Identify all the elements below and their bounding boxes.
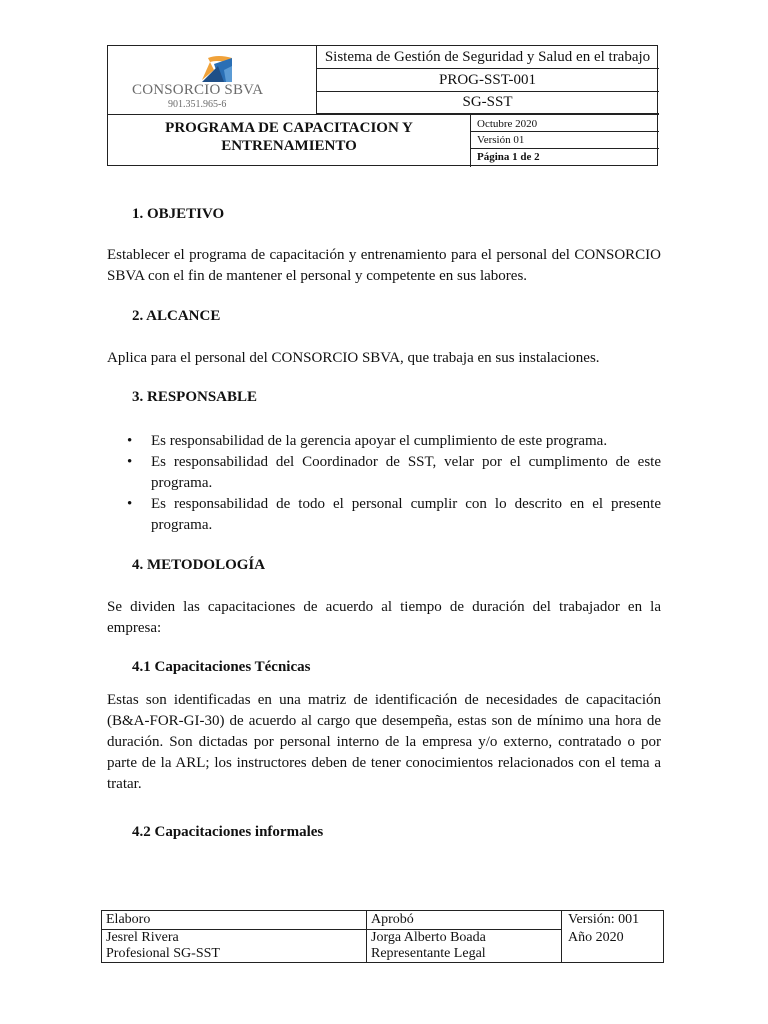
- version-cell: Versión 01: [471, 132, 659, 149]
- bullet-icon: •: [127, 496, 133, 512]
- logo-mark-icon: [132, 52, 292, 84]
- date-cell: Octubre 2020: [471, 114, 659, 132]
- list-item: [127, 431, 661, 452]
- logo-phone: 901.351.965-6: [168, 99, 227, 110]
- subsection-title-tecnicas: 4.1 Capacitaciones Técnicas: [132, 659, 311, 675]
- elaboro-cell: [102, 911, 367, 962]
- logo-cell: [108, 46, 317, 114]
- list-item-text: Es responsabilidad de la gerencia apoyar el cumplimiento de este programa.: [151, 433, 608, 449]
- bullet-icon: •: [127, 433, 133, 449]
- section-title-responsable: 3. RESPONSABLE: [132, 389, 258, 405]
- page-number-cell: Página 1 de 2: [477, 151, 540, 163]
- bullet-icon: •: [127, 454, 133, 470]
- section-title-metodologia: 4. METODOLOGÍA: [132, 557, 266, 573]
- document-header-table: [107, 45, 658, 166]
- responsable-list: [127, 431, 661, 536]
- section-text-objetivo: Establecer el programa de capacitación y entrenamiento para el personal del CONSORCIO SBVA con el fin de mantener el personal y competente en sus labores.: [107, 247, 661, 284]
- company-logo: [132, 52, 292, 110]
- logo-company-name: CONSORCIO SBVA: [132, 82, 264, 98]
- document-title-cell: [108, 114, 471, 167]
- approval-footer-table: [101, 910, 664, 963]
- version-footer-cell: [562, 911, 663, 962]
- elaboro-role: Profesional SG-SST: [106, 946, 220, 961]
- footer-year: Año 2020: [568, 930, 624, 945]
- aprobo-cell: [367, 911, 562, 962]
- document-title-line1: PROGRAMA DE CAPACITACION Y: [165, 120, 413, 136]
- aprobo-label: Aprobó: [371, 912, 414, 927]
- aprobo-name: Jorga Alberto Boada: [371, 930, 486, 945]
- section-text-alcance: Aplica para el personal del CONSORCIO SBVA, que trabaja en sus instalaciones.: [107, 350, 600, 366]
- system-short-cell: SG-SST: [316, 92, 659, 114]
- list-item: [127, 452, 661, 494]
- doc-code-cell: PROG-SST-001: [316, 69, 659, 92]
- list-item-text: Es responsabilidad del Coordinador de SST, velar por el cumplimento de este programa.: [151, 454, 661, 491]
- section-title-objetivo: 1. OBJETIVO: [132, 206, 225, 222]
- section-title-alcance: 2. ALCANCE: [132, 308, 221, 324]
- list-item: [127, 494, 661, 536]
- system-name-cell: Sistema de Gestión de Seguridad y Salud en el trabajo: [316, 46, 659, 69]
- elaboro-label: Elaboro: [106, 912, 151, 927]
- list-item-text: Es responsabilidad de todo el personal cumplir con lo descrito en el presente programa.: [151, 496, 661, 533]
- document-title-line2: ENTRENAMIENTO: [221, 138, 357, 154]
- section-text-metodologia: Se dividen las capacitaciones de acuerdo al tiempo de duración del trabajador en la empresa:: [107, 599, 661, 636]
- aprobo-role: Representante Legal: [371, 946, 486, 961]
- subsection-title-informales: 4.2 Capacitaciones informales: [132, 824, 324, 840]
- footer-version: Versión: 001: [568, 912, 640, 927]
- subsection-text-tecnicas: Estas son identificadas en una matriz de identificación de necesidades de capacitación (B&A-FOR-GI-30) de acuerdo al cargo que desempeña, estas son de mínimo una hora de duración. Son dictadas por personal interno de la empresa y/o externo, contratado o por parte de la ARL; los instructores deben de tener conocimientos relacionados con el tema a tratar.: [107, 692, 661, 792]
- elaboro-name: Jesrel Rivera: [106, 930, 179, 945]
